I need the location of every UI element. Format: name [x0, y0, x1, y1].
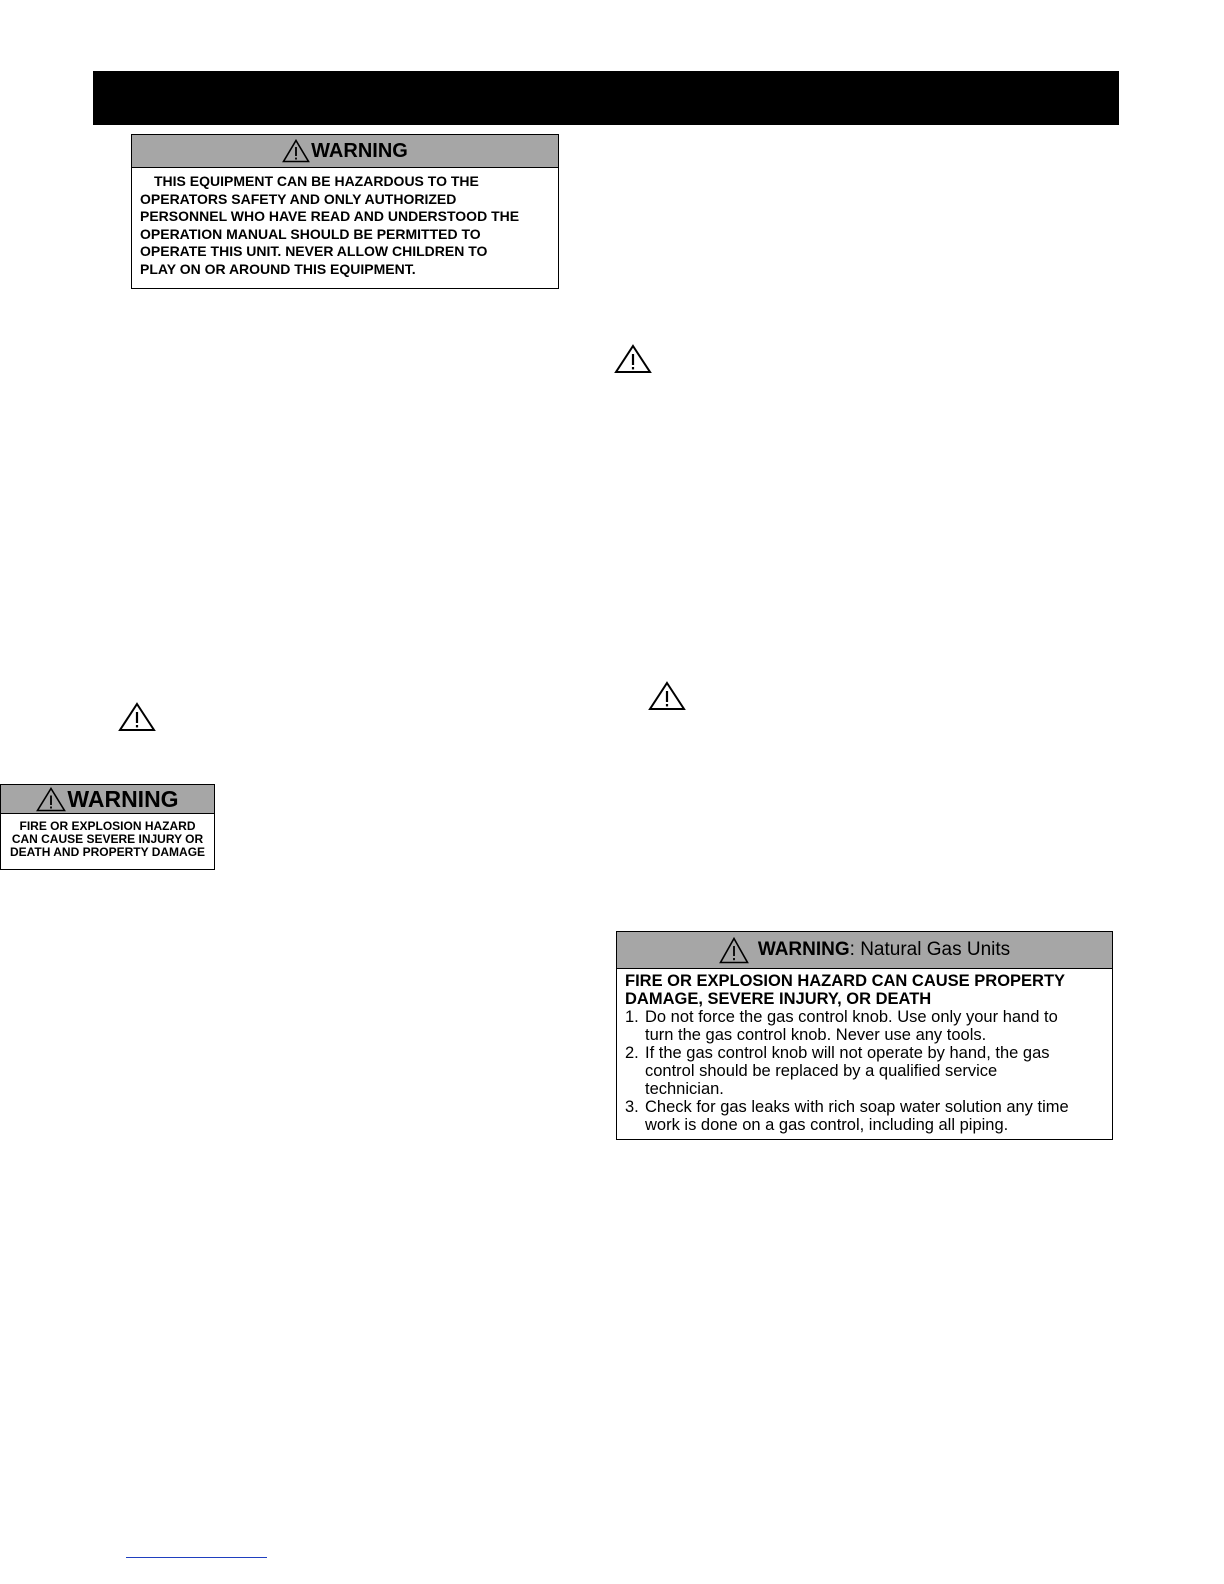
header-bar — [93, 71, 1119, 125]
warning-triangle-icon — [614, 344, 652, 374]
warning-text — [617, 969, 1112, 1134]
warning-line: FIRE OR EXPLOSION HAZARD — [19, 819, 196, 833]
warning-text — [132, 168, 558, 279]
warning-title: WARNING — [67, 785, 179, 812]
warning-box-header — [132, 135, 558, 168]
warning-triangle-icon — [118, 702, 156, 732]
warning-line: OPERATORS SAFETY AND ONLY AUTHORIZED — [140, 190, 457, 207]
natural-gas-warning-box — [616, 931, 1113, 1140]
warning-line: OPERATION MANUAL SHOULD BE PERMITTED TO — [140, 225, 481, 242]
warning-triangle-icon — [36, 787, 66, 812]
warning-triangle-icon — [282, 139, 310, 163]
operator-safety-warning-box — [131, 134, 559, 289]
fire-explosion-warning-box — [0, 784, 215, 870]
warning-line: PLAY ON OR AROUND THIS EQUIPMENT. — [140, 260, 416, 277]
instruction-list — [625, 1008, 1104, 1134]
warning-triangle-icon — [719, 937, 749, 964]
list-item: 2. If the gas control knob will not operate by hand, the gas control should be replaced by a qualified service technician. — [625, 1044, 1050, 1098]
warning-text — [1, 814, 214, 859]
warning-box-header — [617, 932, 1112, 969]
warning-box-header — [1, 785, 214, 814]
warning-triangle-icon — [648, 681, 686, 711]
caution-icon-right-upper — [614, 344, 652, 374]
caution-icon-left — [118, 702, 156, 732]
warning-line: OPERATE THIS UNIT. NEVER ALLOW CHILDREN TO — [140, 243, 488, 260]
hazard-statement: FIRE OR EXPLOSION HAZARD CAN CAUSE PROPERTY DAMAGE, SEVERE INJURY, OR DEATH — [625, 972, 1066, 1008]
list-item: 1. Do not force the gas control knob. Use only your hand to turn the gas control knob. Never use any tools. — [625, 1008, 1058, 1044]
warning-line: PERSONNEL WHO HAVE READ AND UNDERSTOOD THE — [140, 208, 520, 225]
caution-icon-right-lower — [648, 681, 686, 711]
footer-link-underline — [126, 1557, 267, 1558]
warning-line: CAN CAUSE SEVERE INJURY OR — [11, 832, 204, 846]
warning-title: WARNING: Natural Gas Units — [757, 939, 1011, 960]
warning-title: WARNING — [311, 139, 408, 162]
warning-line: THIS EQUIPMENT CAN BE HAZARDOUS TO THE — [154, 173, 479, 189]
list-item: 3. Check for gas leaks with rich soap water solution any time work is done on a gas control, including all piping. — [625, 1098, 1069, 1134]
warning-line: DEATH AND PROPERTY DAMAGE — [9, 845, 206, 859]
